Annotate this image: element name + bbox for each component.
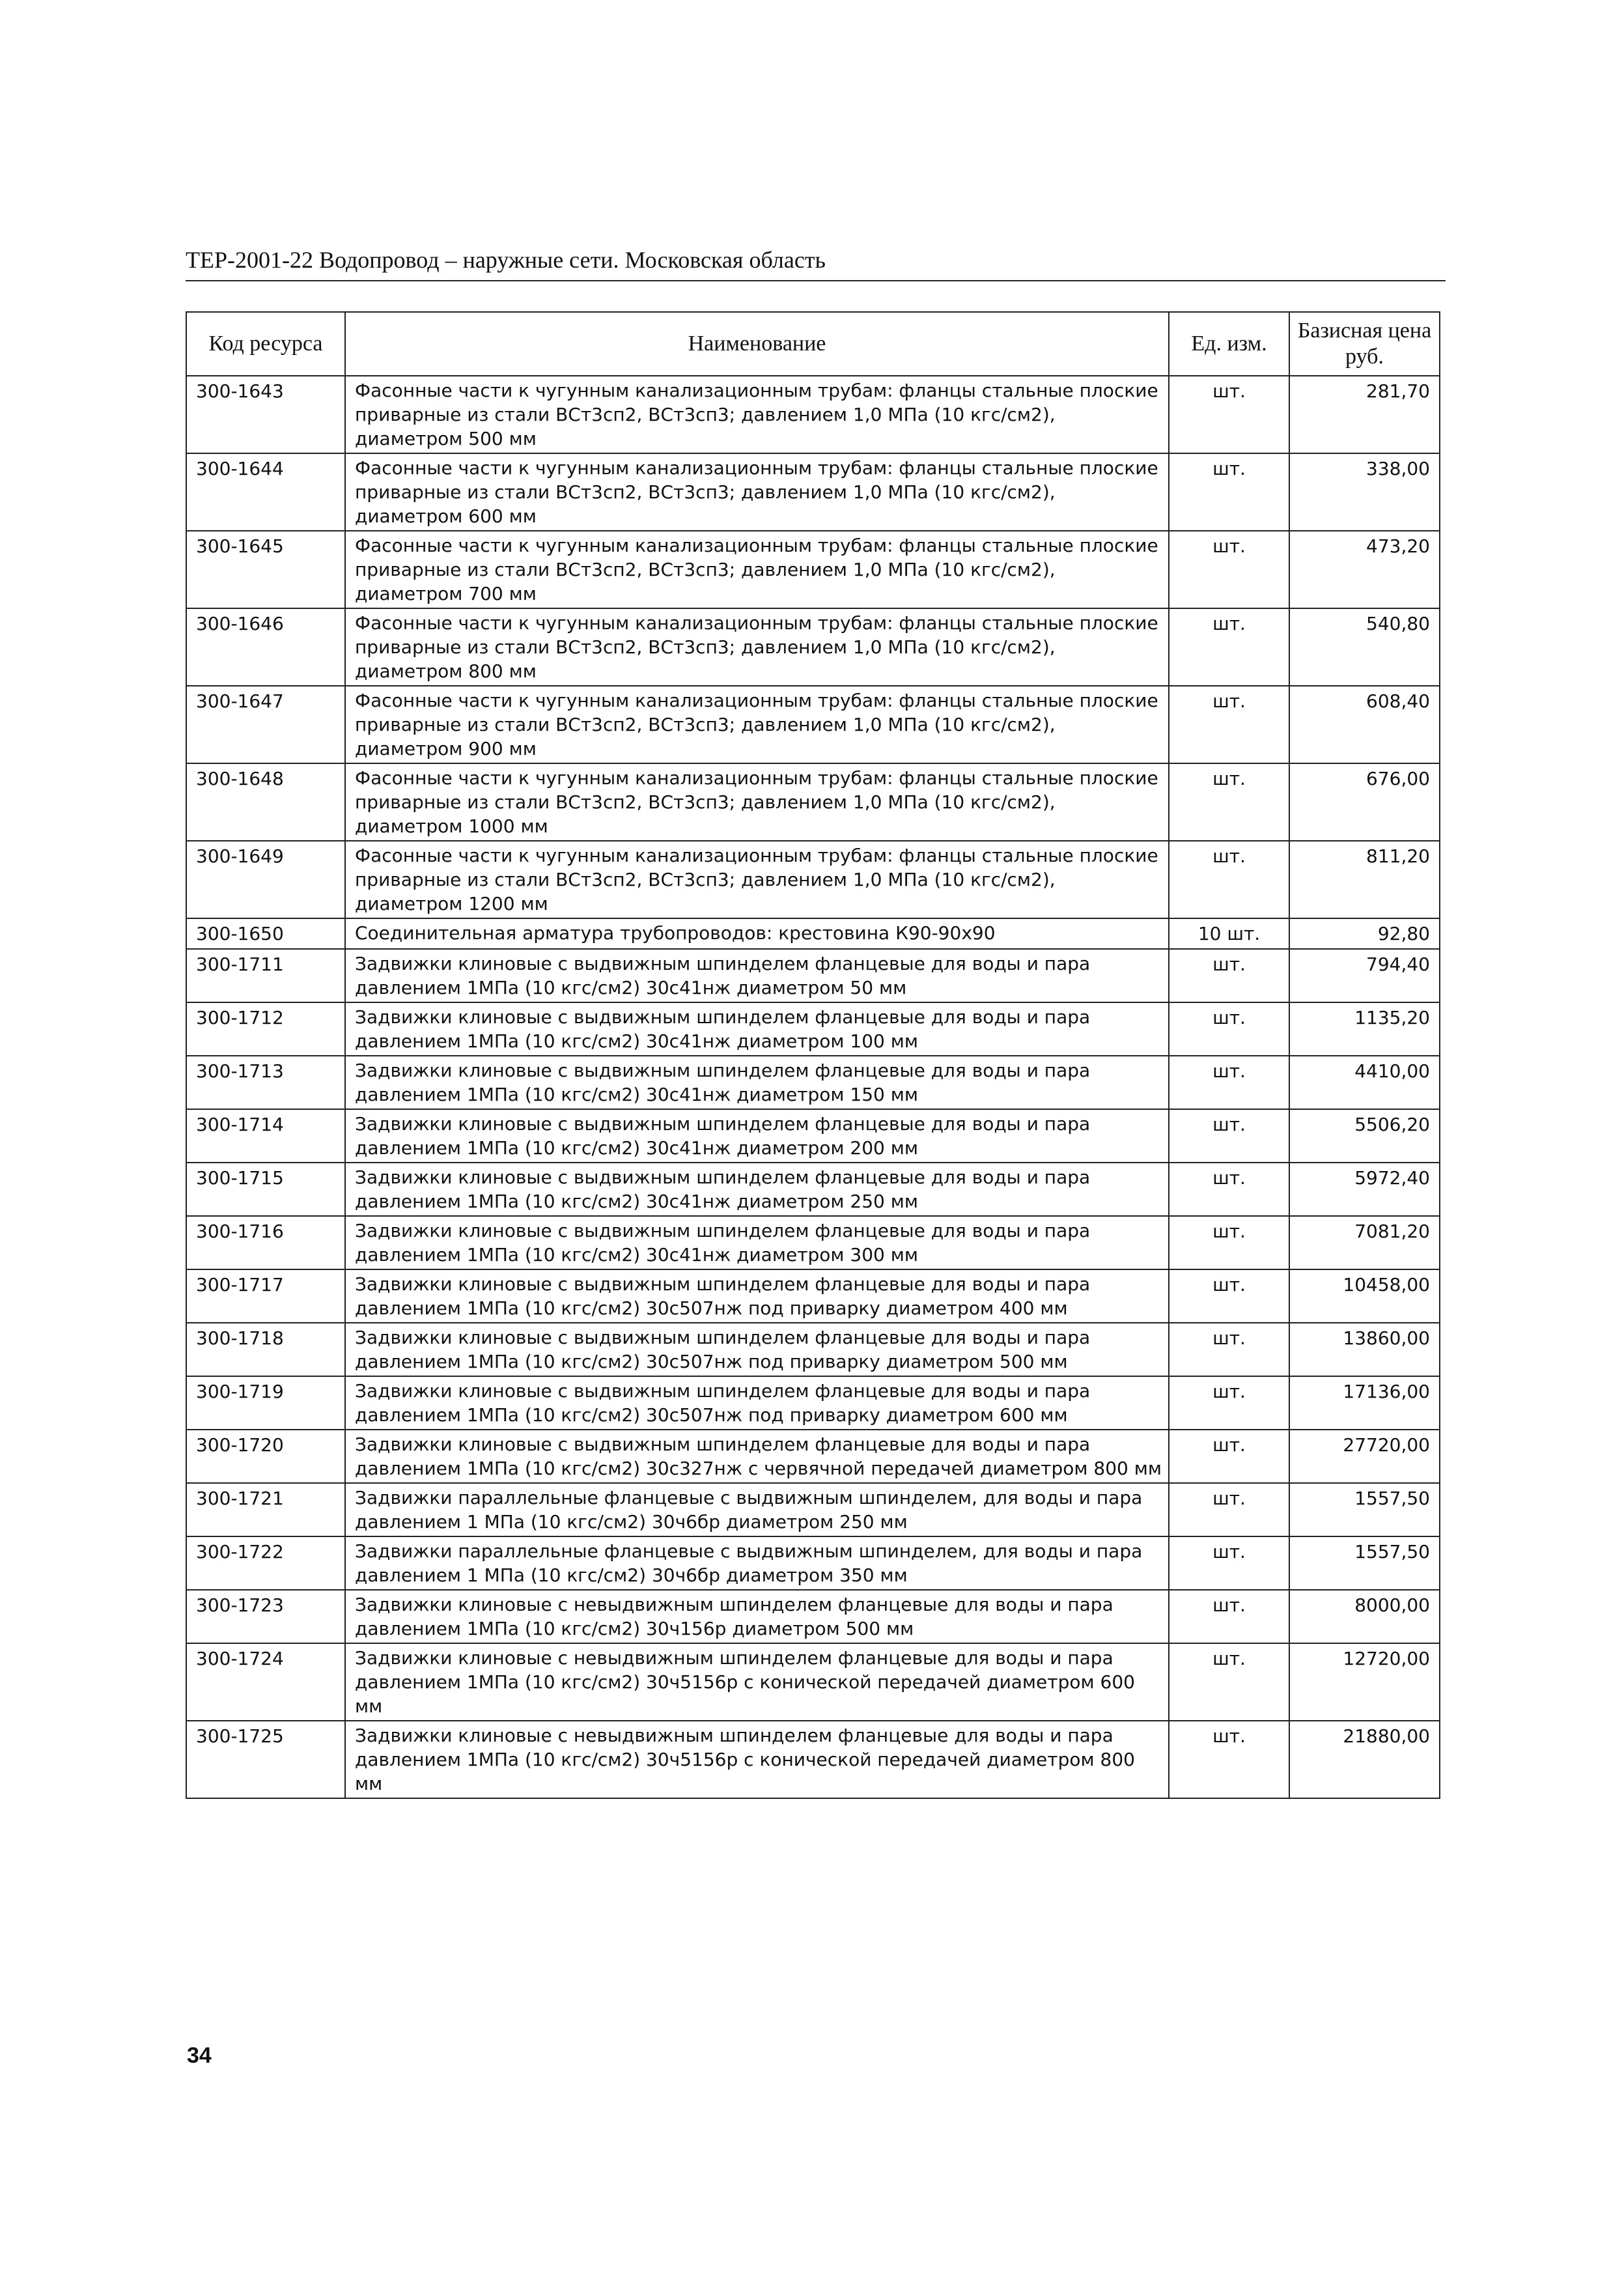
cell-base-price: 8000,00 <box>1289 1590 1440 1643</box>
cell-resource-code: 300-1644 <box>186 453 345 531</box>
table-row <box>186 531 1440 608</box>
cell-resource-name: Задвижки клиновые с выдвижным шпинделем фланцевые для воды и пара давлением 1МПа (10 кгс/см2) 30с507нж под приварку диаметром 600 мм <box>345 1376 1169 1430</box>
cell-resource-code: 300-1645 <box>186 531 345 608</box>
cell-resource-name: Фасонные части к чугунным канализационным трубам: фланцы стальные плоские приварные из стали ВСт3сп2, ВСт3сп3; давлением 1,0 МПа (10 кгс/см2), диаметром 500 мм <box>345 376 1169 453</box>
cell-resource-code: 300-1719 <box>186 1376 345 1430</box>
cell-resource-code: 300-1722 <box>186 1536 345 1590</box>
cell-base-price: 21880,00 <box>1289 1721 1440 1798</box>
table-header-row <box>186 312 1440 376</box>
table-row <box>186 949 1440 1002</box>
table-row <box>186 1536 1440 1590</box>
table-row <box>186 608 1440 686</box>
table-row <box>186 1590 1440 1643</box>
cell-base-price: 676,00 <box>1289 763 1440 841</box>
cell-resource-name: Фасонные части к чугунным канализационным трубам: фланцы стальные плоские приварные из стали ВСт3сп2, ВСт3сп3; давлением 1,0 МПа (10 кгс/см2), диаметром 1000 мм <box>345 763 1169 841</box>
cell-resource-code: 300-1715 <box>186 1163 345 1216</box>
document-header: ТЕР-2001-22 Водопровод – наружные сети. Московская область <box>186 247 826 273</box>
cell-unit: шт. <box>1169 763 1289 841</box>
cell-resource-code: 300-1647 <box>186 686 345 763</box>
cell-resource-code: 300-1711 <box>186 949 345 1002</box>
cell-resource-name: Фасонные части к чугунным канализационным трубам: фланцы стальные плоские приварные из стали ВСт3сп2, ВСт3сп3; давлением 1,0 МПа (10 кгс/см2), диаметром 800 мм <box>345 608 1169 686</box>
cell-base-price: 4410,00 <box>1289 1056 1440 1109</box>
column-header-price: Базисная цена руб. <box>1289 312 1440 376</box>
cell-resource-name: Задвижки клиновые с выдвижным шпинделем фланцевые для воды и пара давлением 1МПа (10 кгс/см2) 30с327нж с червячной передачей диаметром 800 мм <box>345 1430 1169 1483</box>
cell-resource-code: 300-1714 <box>186 1109 345 1163</box>
cell-unit: шт. <box>1169 1721 1289 1798</box>
cell-resource-name: Задвижки клиновые с невыдвижным шпинделем фланцевые для воды и пара давлением 1МПа (10 кгс/см2) 30ч156р диаметром 500 мм <box>345 1590 1169 1643</box>
table-row <box>186 763 1440 841</box>
table-row <box>186 918 1440 949</box>
cell-resource-name: Фасонные части к чугунным канализационным трубам: фланцы стальные плоские приварные из стали ВСт3сп2, ВСт3сп3; давлением 1,0 МПа (10 кгс/см2), диаметром 1200 мм <box>345 841 1169 918</box>
cell-base-price: 12720,00 <box>1289 1643 1440 1721</box>
cell-unit: шт. <box>1169 1216 1289 1269</box>
cell-resource-code: 300-1717 <box>186 1269 345 1323</box>
cell-base-price: 5972,40 <box>1289 1163 1440 1216</box>
table-row <box>186 1721 1440 1798</box>
cell-base-price: 794,40 <box>1289 949 1440 1002</box>
cell-base-price: 1135,20 <box>1289 1002 1440 1056</box>
cell-unit: шт. <box>1169 1376 1289 1430</box>
cell-unit: шт. <box>1169 841 1289 918</box>
cell-resource-name: Задвижки клиновые с выдвижным шпинделем фланцевые для воды и пара давлением 1МПа (10 кгс/см2) 30с41нж диаметром 200 мм <box>345 1109 1169 1163</box>
table-row <box>186 376 1440 453</box>
cell-resource-code: 300-1650 <box>186 918 345 949</box>
cell-unit: шт. <box>1169 1056 1289 1109</box>
cell-base-price: 811,20 <box>1289 841 1440 918</box>
cell-base-price: 17136,00 <box>1289 1376 1440 1430</box>
cell-base-price: 27720,00 <box>1289 1430 1440 1483</box>
cell-resource-name: Фасонные части к чугунным канализационным трубам: фланцы стальные плоские приварные из стали ВСт3сп2, ВСт3сп3; давлением 1,0 МПа (10 кгс/см2), диаметром 700 мм <box>345 531 1169 608</box>
cell-base-price: 540,80 <box>1289 608 1440 686</box>
cell-unit: шт. <box>1169 1323 1289 1376</box>
cell-base-price: 92,80 <box>1289 918 1440 949</box>
cell-base-price: 608,40 <box>1289 686 1440 763</box>
cell-resource-code: 300-1713 <box>186 1056 345 1109</box>
table-row <box>186 1483 1440 1536</box>
table-row <box>186 1216 1440 1269</box>
cell-resource-code: 300-1724 <box>186 1643 345 1721</box>
table-row <box>186 841 1440 918</box>
cell-resource-name: Задвижки клиновые с выдвижным шпинделем фланцевые для воды и пара давлением 1МПа (10 кгс/см2) 30с41нж диаметром 50 мм <box>345 949 1169 1002</box>
table-row <box>186 453 1440 531</box>
table-row <box>186 1376 1440 1430</box>
cell-unit: шт. <box>1169 608 1289 686</box>
cell-resource-name: Задвижки клиновые с выдвижным шпинделем фланцевые для воды и пара давлением 1МПа (10 кгс/см2) 30с507нж под приварку диаметром 400 мм <box>345 1269 1169 1323</box>
cell-resource-name: Задвижки клиновые с выдвижным шпинделем фланцевые для воды и пара давлением 1МПа (10 кгс/см2) 30с507нж под приварку диаметром 500 мм <box>345 1323 1169 1376</box>
cell-unit: шт. <box>1169 1590 1289 1643</box>
cell-resource-name: Задвижки клиновые с невыдвижным шпинделем фланцевые для воды и пара давлением 1МПа (10 кгс/см2) 30ч5156р с конической передачей диаметром 800 мм <box>345 1721 1169 1798</box>
cell-resource-name: Фасонные части к чугунным канализационным трубам: фланцы стальные плоские приварные из стали ВСт3сп2, ВСт3сп3; давлением 1,0 МПа (10 кгс/см2), диаметром 600 мм <box>345 453 1169 531</box>
cell-unit: 10 шт. <box>1169 918 1289 949</box>
resource-table <box>186 311 1440 1799</box>
cell-base-price: 13860,00 <box>1289 1323 1440 1376</box>
cell-resource-code: 300-1648 <box>186 763 345 841</box>
table-row <box>186 1002 1440 1056</box>
cell-unit: шт. <box>1169 1536 1289 1590</box>
cell-unit: шт. <box>1169 453 1289 531</box>
cell-unit: шт. <box>1169 1483 1289 1536</box>
column-header-unit: Ед. изм. <box>1169 312 1289 376</box>
cell-resource-name: Задвижки клиновые с выдвижным шпинделем фланцевые для воды и пара давлением 1МПа (10 кгс/см2) 30с41нж диаметром 300 мм <box>345 1216 1169 1269</box>
cell-resource-name: Соединительная арматура трубопроводов: крестовина К90-90х90 <box>345 918 1169 949</box>
table-row <box>186 1109 1440 1163</box>
cell-base-price: 1557,50 <box>1289 1483 1440 1536</box>
cell-unit: шт. <box>1169 531 1289 608</box>
cell-base-price: 338,00 <box>1289 453 1440 531</box>
cell-resource-code: 300-1643 <box>186 376 345 453</box>
cell-base-price: 5506,20 <box>1289 1109 1440 1163</box>
page-number: 34 <box>187 2043 212 2068</box>
cell-resource-code: 300-1723 <box>186 1590 345 1643</box>
cell-resource-code: 300-1649 <box>186 841 345 918</box>
cell-resource-name: Задвижки клиновые с выдвижным шпинделем фланцевые для воды и пара давлением 1МПа (10 кгс/см2) 30с41нж диаметром 250 мм <box>345 1163 1169 1216</box>
cell-unit: шт. <box>1169 1430 1289 1483</box>
cell-resource-code: 300-1712 <box>186 1002 345 1056</box>
cell-resource-code: 300-1720 <box>186 1430 345 1483</box>
table-row <box>186 1430 1440 1483</box>
cell-base-price: 10458,00 <box>1289 1269 1440 1323</box>
cell-base-price: 7081,20 <box>1289 1216 1440 1269</box>
cell-unit: шт. <box>1169 949 1289 1002</box>
cell-base-price: 281,70 <box>1289 376 1440 453</box>
column-header-name: Наименование <box>345 312 1169 376</box>
table-row <box>186 1056 1440 1109</box>
header-rule <box>186 280 1446 281</box>
cell-unit: шт. <box>1169 1643 1289 1721</box>
cell-resource-code: 300-1725 <box>186 1721 345 1798</box>
table-row <box>186 1269 1440 1323</box>
column-header-code: Код ресурса <box>186 312 345 376</box>
table-row <box>186 1643 1440 1721</box>
table-body <box>186 376 1440 1798</box>
table-row <box>186 686 1440 763</box>
cell-resource-code: 300-1718 <box>186 1323 345 1376</box>
cell-base-price: 473,20 <box>1289 531 1440 608</box>
cell-resource-name: Фасонные части к чугунным канализационным трубам: фланцы стальные плоские приварные из стали ВСт3сп2, ВСт3сп3; давлением 1,0 МПа (10 кгс/см2), диаметром 900 мм <box>345 686 1169 763</box>
cell-resource-name: Задвижки параллельные фланцевые с выдвижным шпинделем, для воды и пара давлением 1 МПа (10 кгс/см2) 30ч6бр диаметром 250 мм <box>345 1483 1169 1536</box>
cell-base-price: 1557,50 <box>1289 1536 1440 1590</box>
cell-resource-code: 300-1716 <box>186 1216 345 1269</box>
cell-unit: шт. <box>1169 1002 1289 1056</box>
cell-resource-name: Задвижки параллельные фланцевые с выдвижным шпинделем, для воды и пара давлением 1 МПа (10 кгс/см2) 30ч6бр диаметром 350 мм <box>345 1536 1169 1590</box>
table-row <box>186 1163 1440 1216</box>
cell-unit: шт. <box>1169 1269 1289 1323</box>
cell-unit: шт. <box>1169 1109 1289 1163</box>
table-row <box>186 1323 1440 1376</box>
cell-resource-code: 300-1646 <box>186 608 345 686</box>
cell-resource-code: 300-1721 <box>186 1483 345 1536</box>
cell-resource-name: Задвижки клиновые с невыдвижным шпинделем фланцевые для воды и пара давлением 1МПа (10 кгс/см2) 30ч5156р с конической передачей диаметром 600 мм <box>345 1643 1169 1721</box>
cell-resource-name: Задвижки клиновые с выдвижным шпинделем фланцевые для воды и пара давлением 1МПа (10 кгс/см2) 30с41нж диаметром 150 мм <box>345 1056 1169 1109</box>
cell-resource-name: Задвижки клиновые с выдвижным шпинделем фланцевые для воды и пара давлением 1МПа (10 кгс/см2) 30с41нж диаметром 100 мм <box>345 1002 1169 1056</box>
cell-unit: шт. <box>1169 1163 1289 1216</box>
cell-unit: шт. <box>1169 376 1289 453</box>
cell-unit: шт. <box>1169 686 1289 763</box>
